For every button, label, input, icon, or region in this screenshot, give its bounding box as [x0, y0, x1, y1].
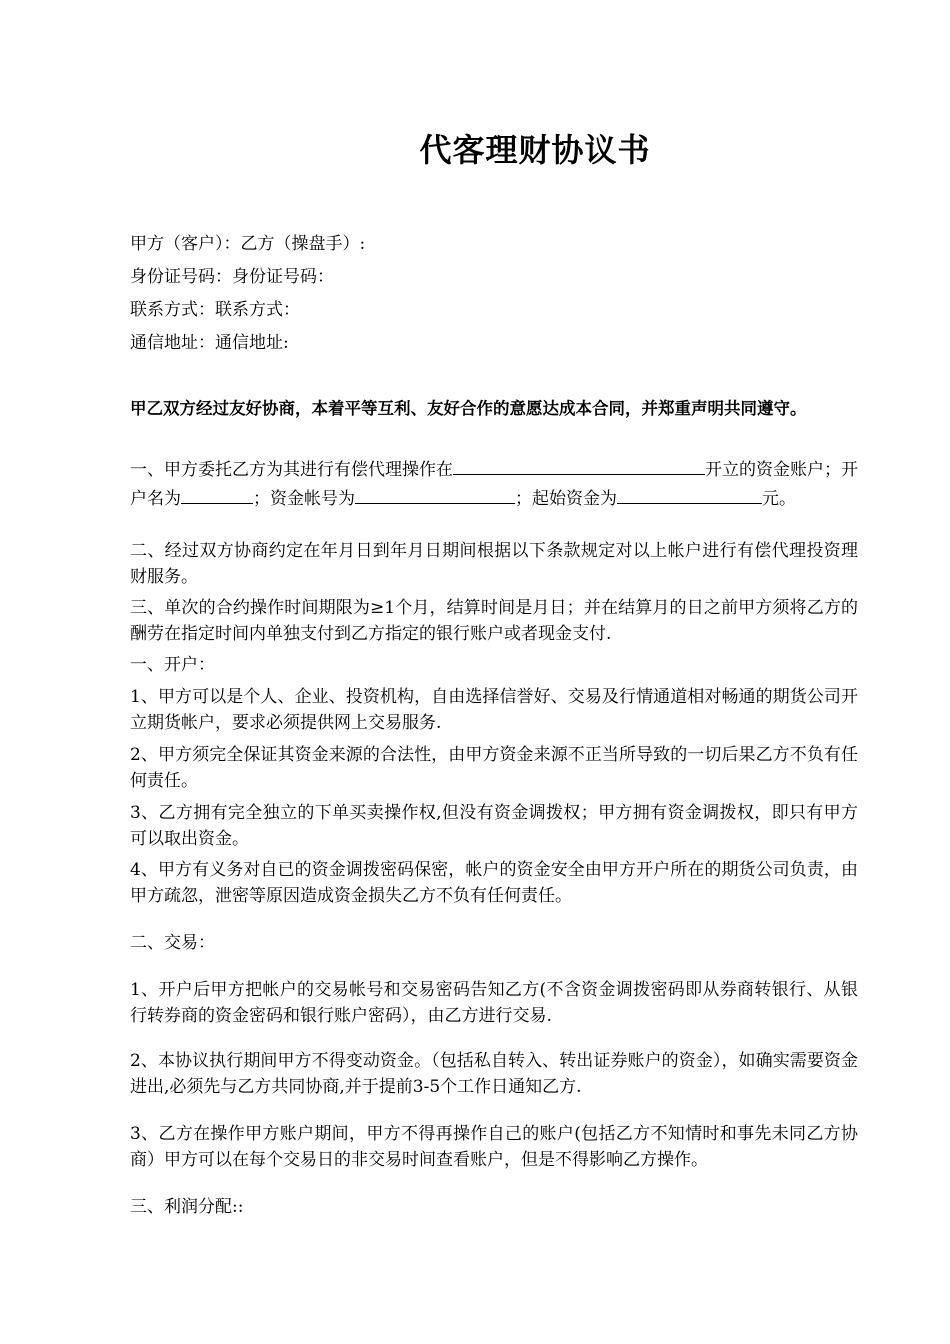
clause-2: 二、经过双方协商约定在年月日到年月日期间根据以下条款规定对以上帐户进行有偿代理投资理财服务。	[130, 541, 858, 587]
clause-1-part-d: ；起始资金为	[515, 489, 617, 509]
party-line-contact: 联系方式：联系方式：	[130, 300, 300, 320]
clause-1-part-b: 开立的资金账户；开户名为	[130, 460, 858, 509]
blank-initial-capital	[617, 483, 752, 504]
trade-item-2: 2、本协议执行期间甲方不得变动资金。（包括私自转入、转出证券账户的资金），如确实需要资金进出,必须先与乙方共同协商,并于提前3-5个工作日通知乙方.	[130, 1051, 858, 1097]
open-item-4: 4、甲方有义务对自已的资金调拨密码保密，帐户的资金安全由甲方开户所在的期货公司负责，由甲方疏忽，泄密等原因造成资金损失乙方不负有任何责任。	[130, 860, 858, 906]
open-item-3: 3、乙方拥有完全独立的下单买卖操作权,但没有资金调拨权；甲方拥有资金调拨权，即只有甲方可以取出资金。	[130, 803, 858, 849]
blank-institution	[453, 454, 705, 475]
open-item-2: 2、甲方须完全保证其资金来源的合法性，由甲方资金来源不正当所导致的一切后果乙方不负有任何责任。	[130, 745, 858, 791]
blank-account-name	[181, 483, 253, 504]
clause-3: 三、单次的合约操作时间期限为≥1个月，结算时间是月日；并在结算月的日之前甲方须将乙方的酬劳在指定时间内单独支付到乙方指定的银行账户或者现金支付.	[130, 598, 858, 644]
blank-initial-capital-cont	[752, 483, 762, 504]
open-item-1: 1、甲方可以是个人、企业、投资机构，自由选择信誉好、交易及行情通道相对畅通的期货公司开立期货帐户，要求必须提供网上交易服务.	[130, 687, 858, 733]
blank-account-number	[355, 483, 515, 504]
section-profit-heading: 三、利润分配::	[130, 1197, 244, 1217]
trade-item-3: 3、乙方在操作甲方账户期间，甲方不得再操作自己的账户(包括乙方不知情时和事先未同乙方协商）甲方可以在每个交易日的非交易时间查看账户，但是不得影响乙方操作。	[130, 1124, 858, 1170]
section-trade-heading: 二、交易：	[130, 933, 215, 953]
party-line-names: 甲方（客户）：乙方（操盘手）:	[130, 234, 366, 254]
trade-item-1: 1、开户后甲方把帐户的交易帐号和交易密码告知乙方(不含资金调拨密码即从券商转银行、从银行转券商的资金密码和银行账户密码），由乙方进行交易.	[130, 980, 858, 1026]
clause-1	[130, 454, 858, 512]
party-line-address: 通信地址：通信地址:	[130, 333, 289, 353]
clause-1-part-a: 一、甲方委托乙方为其进行有偿代理操作在	[130, 460, 453, 480]
clause-1-part-e: 元。	[762, 489, 796, 509]
party-line-id: 身份证号码：身份证号码：	[130, 267, 334, 287]
document-title: 代客理财协议书	[419, 131, 651, 169]
section-open-heading: 一、开户：	[130, 655, 215, 675]
clause-1-part-c: ；资金帐号为	[253, 489, 355, 509]
intro-paragraph: 甲乙双方经过友好协商，本着平等互利、友好合作的意愿达成本合同，并郑重声明共同遵守。	[130, 399, 807, 418]
